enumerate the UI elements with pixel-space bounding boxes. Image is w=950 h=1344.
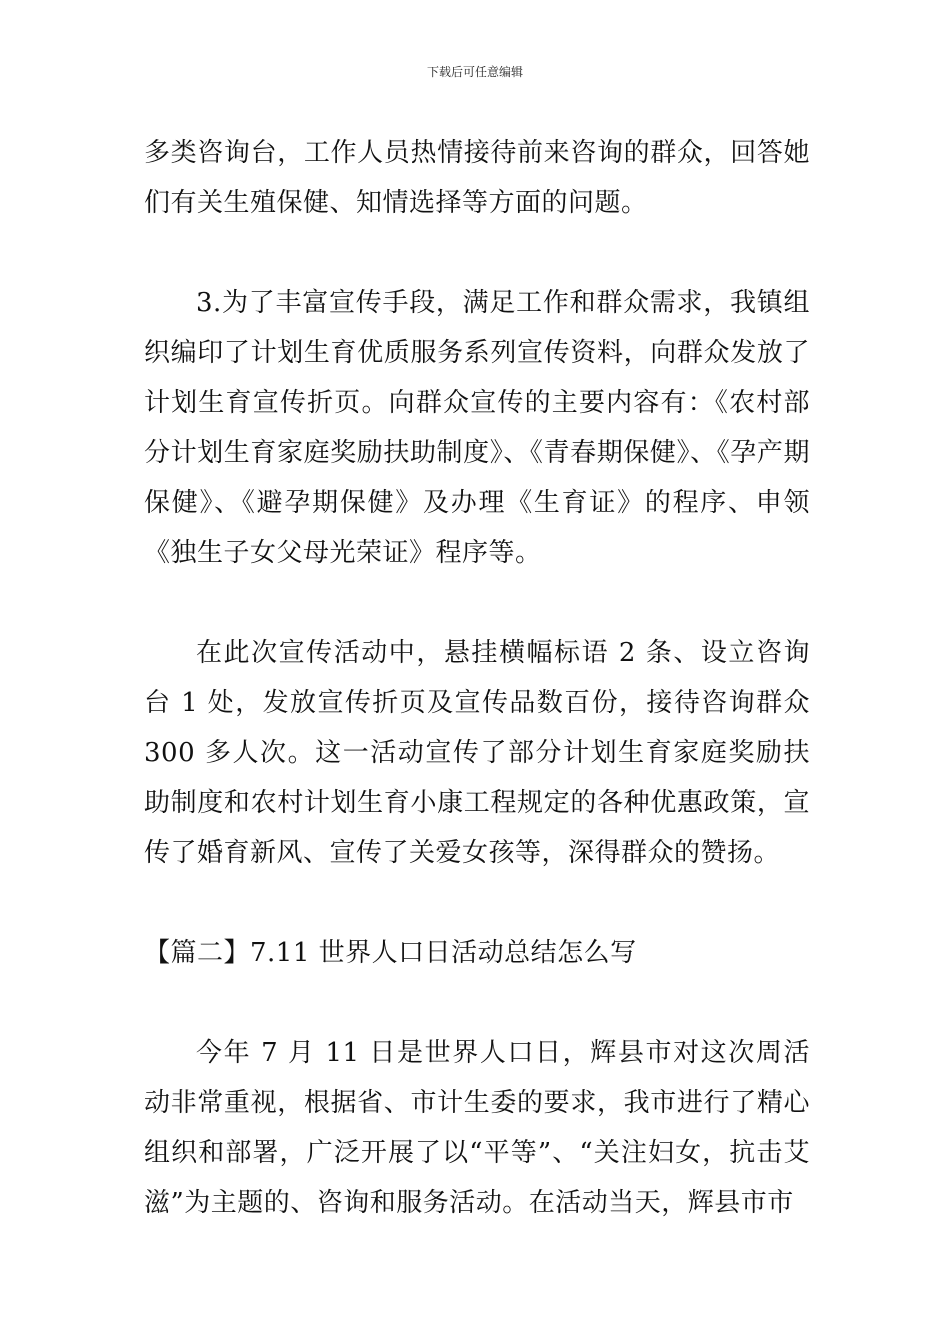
section-heading: 【篇二】7.11 世界人口日活动总结怎么写	[144, 938, 637, 968]
paragraph-gap	[144, 878, 810, 928]
document-body	[144, 128, 810, 1228]
paragraph-population-day: 今年 7 月 11 日是世界人口日，辉县市对这次周活动非常重视，根据省、市计生委的要求，我市进行了精心组织和部署，广泛开展了以“平等”、“关注妇女，抗击艾滋”为主题的、咨询和服务活动。在活动当天，辉县市市	[144, 1038, 810, 1218]
page-header-note: 下载后可任意编辑	[426, 65, 523, 79]
paragraph-consultation: 多类咨询台，工作人员热情接待前来咨询的群众，回答她们有关生殖保健、知情选择等方面的问题。	[144, 138, 810, 218]
paragraph-materials: 3.为了丰富宣传手段，满足工作和群众需求，我镇组织编印了计划生育优质服务系列宣传资料，向群众发放了计划生育宣传折页。向群众宣传的主要内容有：《农村部分计划生育家庭奖励扶助制度》、《青春期保健》、《孕产期保健》、《避孕期保健》及办理《生育证》的程序、申领《独生子女父母光荣证》程序等。	[144, 288, 810, 568]
paragraph-gap	[144, 978, 810, 1028]
paragraph-gap	[144, 578, 810, 628]
paragraph-gap	[144, 228, 810, 278]
paragraph-summary: 在此次宣传活动中，悬挂横幅标语 2 条、设立咨询台 1 处，发放宣传折页及宣传品数百份，接待咨询群众 300 多人次。这一活动宣传了部分计划生育家庭奖励扶助制度和农村计划生育小康工程规定的各种优惠政策，宣传了婚育新风、宣传了关爱女孩等，深得群众的赞扬。	[144, 638, 810, 868]
